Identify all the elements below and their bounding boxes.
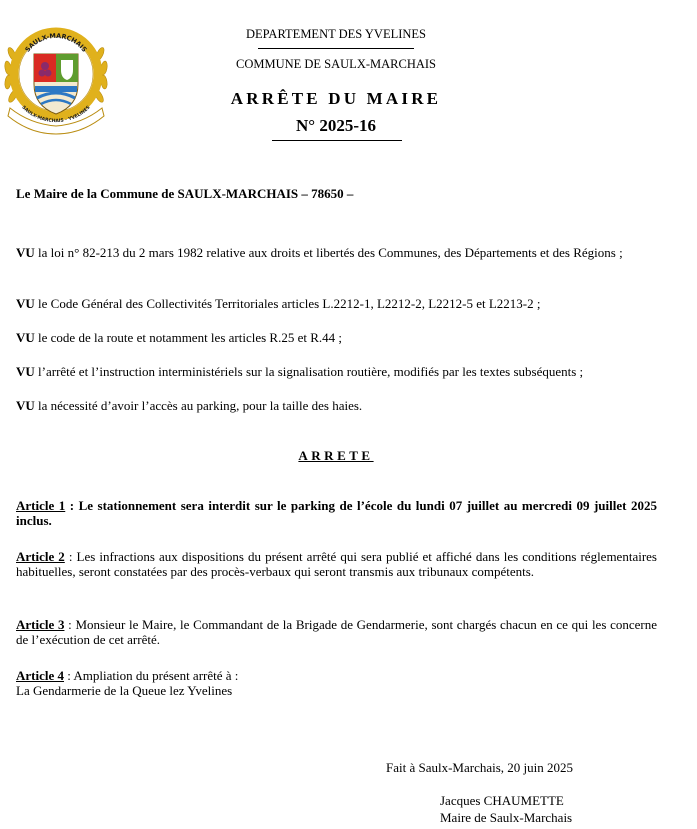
arrete-number: N° 2025-16 — [296, 116, 376, 135]
place-and-date: Fait à Saulx-Marchais, 20 juin 2025 — [386, 760, 574, 775]
vu-label: VU — [16, 364, 35, 379]
commune-coat-of-arms-logo — [0, 16, 110, 136]
mayor-title: Maire de Saulx-Marchais — [440, 810, 573, 825]
article-label: Article 4 — [16, 668, 65, 683]
article-label: Article 1 — [16, 498, 66, 513]
department-name: DEPARTEMENT DES YVELINES — [245, 27, 427, 41]
article-2: Article 2 : Les infractions aux dispositions du présent arrêté qui sera publié et affiché dans les conditions réglementaires habituelles, seront constatées par des procès-verbaux qui seront transmis aux tribunaux compétents. — [16, 549, 657, 579]
article-1: Article 1 : Le stationnement sera interdit sur le parking de l’école du lundi 07 juillet au mercredi 09 juillet 2025 inclus. — [16, 498, 657, 528]
article-label: Article 3 — [16, 617, 65, 632]
arrete-heading: ARRETE — [298, 448, 374, 463]
vu-item: VU la nécessité d’avoir l’accès au parking, pour la taille des haies. — [16, 398, 363, 413]
commune-name: COMMUNE DE SAULX-MARCHAIS — [235, 57, 436, 71]
vu-label: VU — [16, 398, 35, 413]
issuing-authority: Le Maire de la Commune de SAULX-MARCHAIS – 78650 – — [16, 186, 354, 201]
vu-label: VU — [16, 245, 35, 260]
article-label: Article 2 — [16, 549, 65, 564]
mayor-name: Jacques CHAUMETTE — [440, 793, 564, 808]
svg-text:SAULX-MARCHAIS · YVELINES: SAULX-MARCHAIS · YVELINES — [20, 105, 92, 125]
svg-text:SAULX-MARCHAIS: SAULX-MARCHAIS — [23, 31, 89, 54]
ampliation-recipient: La Gendarmerie de la Queue lez Yvelines — [16, 683, 233, 698]
vu-item: VU l’arrêté et l’instruction interministériels sur la signalisation routière, modifiés par les textes subséquents ; — [16, 364, 584, 379]
vu-item: VU le Code Général des Collectivités Territoriales articles L.2212-1, L2212-2, L2212-5 et L2213-2 ; — [16, 296, 541, 311]
vu-item: VU le code de la route et notamment les articles R.25 et R.44 ; — [16, 330, 342, 345]
header-divider — [258, 48, 414, 49]
vu-label: VU — [16, 296, 35, 311]
article-4: Article 4 : Ampliation du présent arrêté à : La Gendarmerie de la Queue lez Yvelines — [16, 668, 239, 698]
vu-label: VU — [16, 330, 35, 345]
article-3: Article 3 : Monsieur le Maire, le Commandant de la Brigade de Gendarmerie, sont chargés chacun en ce qui les concerne de l’exécution de cet arrêté. — [16, 617, 657, 647]
vu-item: VU la loi n° 82-213 du 2 mars 1982 relative aux droits et libertés des Communes, des Départements et des Régions ; — [16, 245, 623, 260]
document-title: ARRÊTE DU MAIRE — [230, 89, 442, 108]
title-underline — [272, 140, 402, 141]
